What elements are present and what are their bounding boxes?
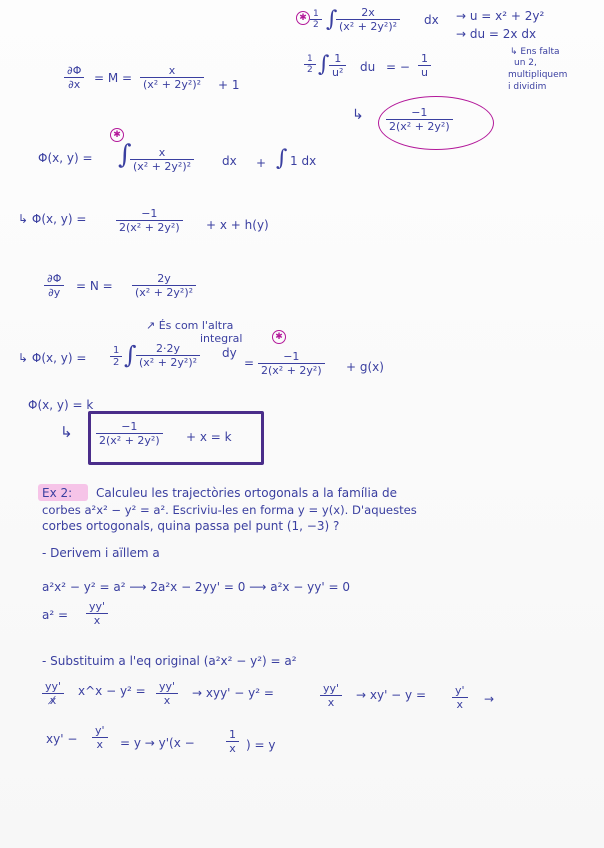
n-den: (x² + 2y²)² <box>135 286 194 299</box>
phi-y-tail: + g(x) <box>346 360 384 374</box>
phi-y-half-fraction <box>110 345 122 368</box>
substitution-u: → u = x² + 2y² <box>456 9 545 23</box>
step-a2-lhs: a² = <box>42 608 69 622</box>
step6-fraction-1 <box>92 724 108 751</box>
result-arrow: ↳ <box>352 107 364 123</box>
step5-f4-den: x <box>456 698 464 711</box>
partial-x-num: ∂Φ <box>64 64 84 78</box>
phi-result-tail: + x + h(y) <box>206 218 269 232</box>
margin-note-line-4: i dividim <box>508 82 547 92</box>
phi-y-half-den: 2 <box>113 357 120 368</box>
step6-f2-num: 1 <box>226 728 239 742</box>
top-half-fraction <box>310 9 322 30</box>
step6-f1-den: x <box>96 738 104 751</box>
step6-part-2: = y → y'(x − <box>120 736 195 750</box>
phi-integrand-num: x <box>130 146 194 160</box>
partial-x-den: ∂x <box>68 78 81 91</box>
top-integrand-den: (x² + 2y²)² <box>339 20 398 33</box>
step5-f1-num: yy' <box>42 680 64 694</box>
step5-arrow-2: → xy' − y = <box>356 688 427 702</box>
step5-fraction-4 <box>452 684 468 711</box>
phi-y-integrand-fraction <box>136 342 200 369</box>
phi-equals-k: Φ(x, y) = k <box>28 398 94 412</box>
int2-num: 1 <box>329 52 346 66</box>
integral-sign: ∫ <box>276 146 288 171</box>
phi-lhs: Φ(x, y) = <box>38 151 93 165</box>
equals-n: = N = <box>76 279 113 293</box>
integral-sign: ∫ <box>326 7 338 32</box>
substitution-du: → du = 2x dx <box>456 27 537 41</box>
asterisk-circle-icon: ✱ <box>110 128 124 142</box>
int2-fraction <box>329 52 346 79</box>
step5-fraction-3 <box>320 682 342 709</box>
margin-note-line-3: multipliquem <box>508 70 568 80</box>
step5-f2-den: x <box>163 694 171 707</box>
m-tail: + 1 <box>218 78 240 92</box>
int2-half-num: 1 <box>304 54 316 65</box>
step5-f1-den: x̸ <box>49 694 57 707</box>
step5-f3-den: x <box>327 696 335 709</box>
phi-integrand-den: (x² + 2y²)² <box>133 160 192 173</box>
top-integrand-num: 2x <box>336 6 400 20</box>
step5-arrow-1: → xyy' − y² = <box>192 686 274 700</box>
int2-result-fraction <box>418 52 431 79</box>
note-same-integral-line-1: ↗ És com l'altra <box>146 319 234 332</box>
margin-note-line-2: un 2, <box>514 58 537 68</box>
top-half-num: 1 <box>310 9 322 20</box>
step6-f1-num: y' <box>92 724 108 738</box>
n-fraction <box>132 272 196 299</box>
equals-m: = M = <box>94 71 133 85</box>
step-a2-den: x <box>93 614 101 627</box>
phi-dx: dx <box>222 154 237 168</box>
phi-y-integrand-den: (x² + 2y²)² <box>139 356 198 369</box>
partial-y-den: ∂y <box>48 286 61 299</box>
partial-x-fraction <box>64 64 84 91</box>
note-same-integral-line-2: integral <box>200 332 243 345</box>
phi-plus: + <box>256 156 267 170</box>
step6-part-1: xy' − <box>46 732 78 746</box>
top-dx: dx <box>424 13 439 27</box>
phi-y-result-num: −1 <box>258 350 325 364</box>
boxed-den: 2(x² + 2y²) <box>99 434 160 447</box>
boxed-num: −1 <box>96 420 163 434</box>
m-num: x <box>140 64 204 78</box>
m-fraction <box>140 64 204 91</box>
phi-y-equals: = <box>244 356 255 370</box>
boxed-fraction <box>96 420 163 447</box>
phi-y-result-den: 2(x² + 2y²) <box>261 364 322 377</box>
step5-fraction-2 <box>156 680 178 707</box>
oval-result-fraction <box>386 106 453 133</box>
step5-part-1: x^x − y² = <box>78 684 146 698</box>
phi-result-lhs: ↳ Φ(x, y) = <box>18 212 87 226</box>
integral-sign: ∫ <box>124 341 137 369</box>
phi-integrand-fraction <box>130 146 194 173</box>
exercise-text-line-3: corbes ortogonals, quina passa pel punt (1, −3) ? <box>42 519 340 533</box>
integral-sign: ∫ <box>318 52 330 77</box>
top-integrand-fraction <box>336 6 400 33</box>
int2-result-den: u <box>421 66 428 79</box>
n-num: 2y <box>132 272 196 286</box>
margin-note-line-1: ↳ Ens falta <box>510 47 560 57</box>
asterisk-circle-icon: ✱ <box>272 330 286 344</box>
exercise-text-line-2: corbes a²x² − y² = a². Escriviu-les en forma y = y(x). D'aquestes <box>42 503 417 517</box>
int2-half-fraction <box>304 54 316 75</box>
phi-y-dy: dy <box>222 346 237 360</box>
int2-equals: = − <box>386 60 410 74</box>
oval-result-den: 2(x² + 2y²) <box>389 120 450 133</box>
top-half-den: 2 <box>313 20 319 30</box>
step5-f2-num: yy' <box>156 680 178 694</box>
exercise-text-line-1: Calculeu les trajectòries ortogonals a la família de <box>96 486 398 500</box>
int2-result-num: 1 <box>418 52 431 66</box>
step5-f3-num: yy' <box>320 682 342 696</box>
step5-arrow-3: → <box>484 692 495 706</box>
boxed-tail: + x = k <box>186 430 232 444</box>
phi-y-result-fraction <box>258 350 325 377</box>
step5-f4-num: y' <box>452 684 468 698</box>
exercise-label: Ex 2: <box>42 486 73 500</box>
step-substitute: - Substituim a l'eq original (a²x² − y²) = a² <box>42 654 297 668</box>
int2-den: u² <box>332 66 344 79</box>
int2-du: du <box>360 60 376 74</box>
phi-y-integrand-num: 2·2y <box>136 342 200 356</box>
step-derive: - Derivem i aïllem a <box>42 546 160 560</box>
integral-sign: ∫ <box>118 140 132 170</box>
phi-y-lhs: ↳ Φ(x, y) = <box>18 351 87 365</box>
phi-result-num: −1 <box>116 207 183 221</box>
m-den: (x² + 2y²)² <box>143 78 202 91</box>
phi-int-tail: 1 dx <box>290 154 317 168</box>
phi-result-den: 2(x² + 2y²) <box>119 221 180 234</box>
step5-fraction-1 <box>42 680 64 707</box>
step-a2-num: yy' <box>86 600 108 614</box>
oval-result-num: −1 <box>386 106 453 120</box>
asterisk-circle-icon: ✱ <box>296 11 310 25</box>
int2-half-den: 2 <box>307 65 313 75</box>
step6-f2-den: x <box>229 742 236 755</box>
phi-y-half-num: 1 <box>110 345 122 357</box>
partial-y-fraction <box>44 272 64 299</box>
step-derivative: a²x² − y² = a² ⟶ 2a²x − 2yy' = 0 ⟶ a²x − yy' = 0 <box>42 580 350 594</box>
step6-part-3: ) = y <box>246 738 276 752</box>
boxed-arrow: ↳ <box>60 423 73 441</box>
phi-result-fraction <box>116 207 183 234</box>
step-a2-fraction <box>86 600 108 627</box>
partial-y-num: ∂Φ <box>44 272 64 286</box>
step6-fraction-2 <box>226 728 239 755</box>
